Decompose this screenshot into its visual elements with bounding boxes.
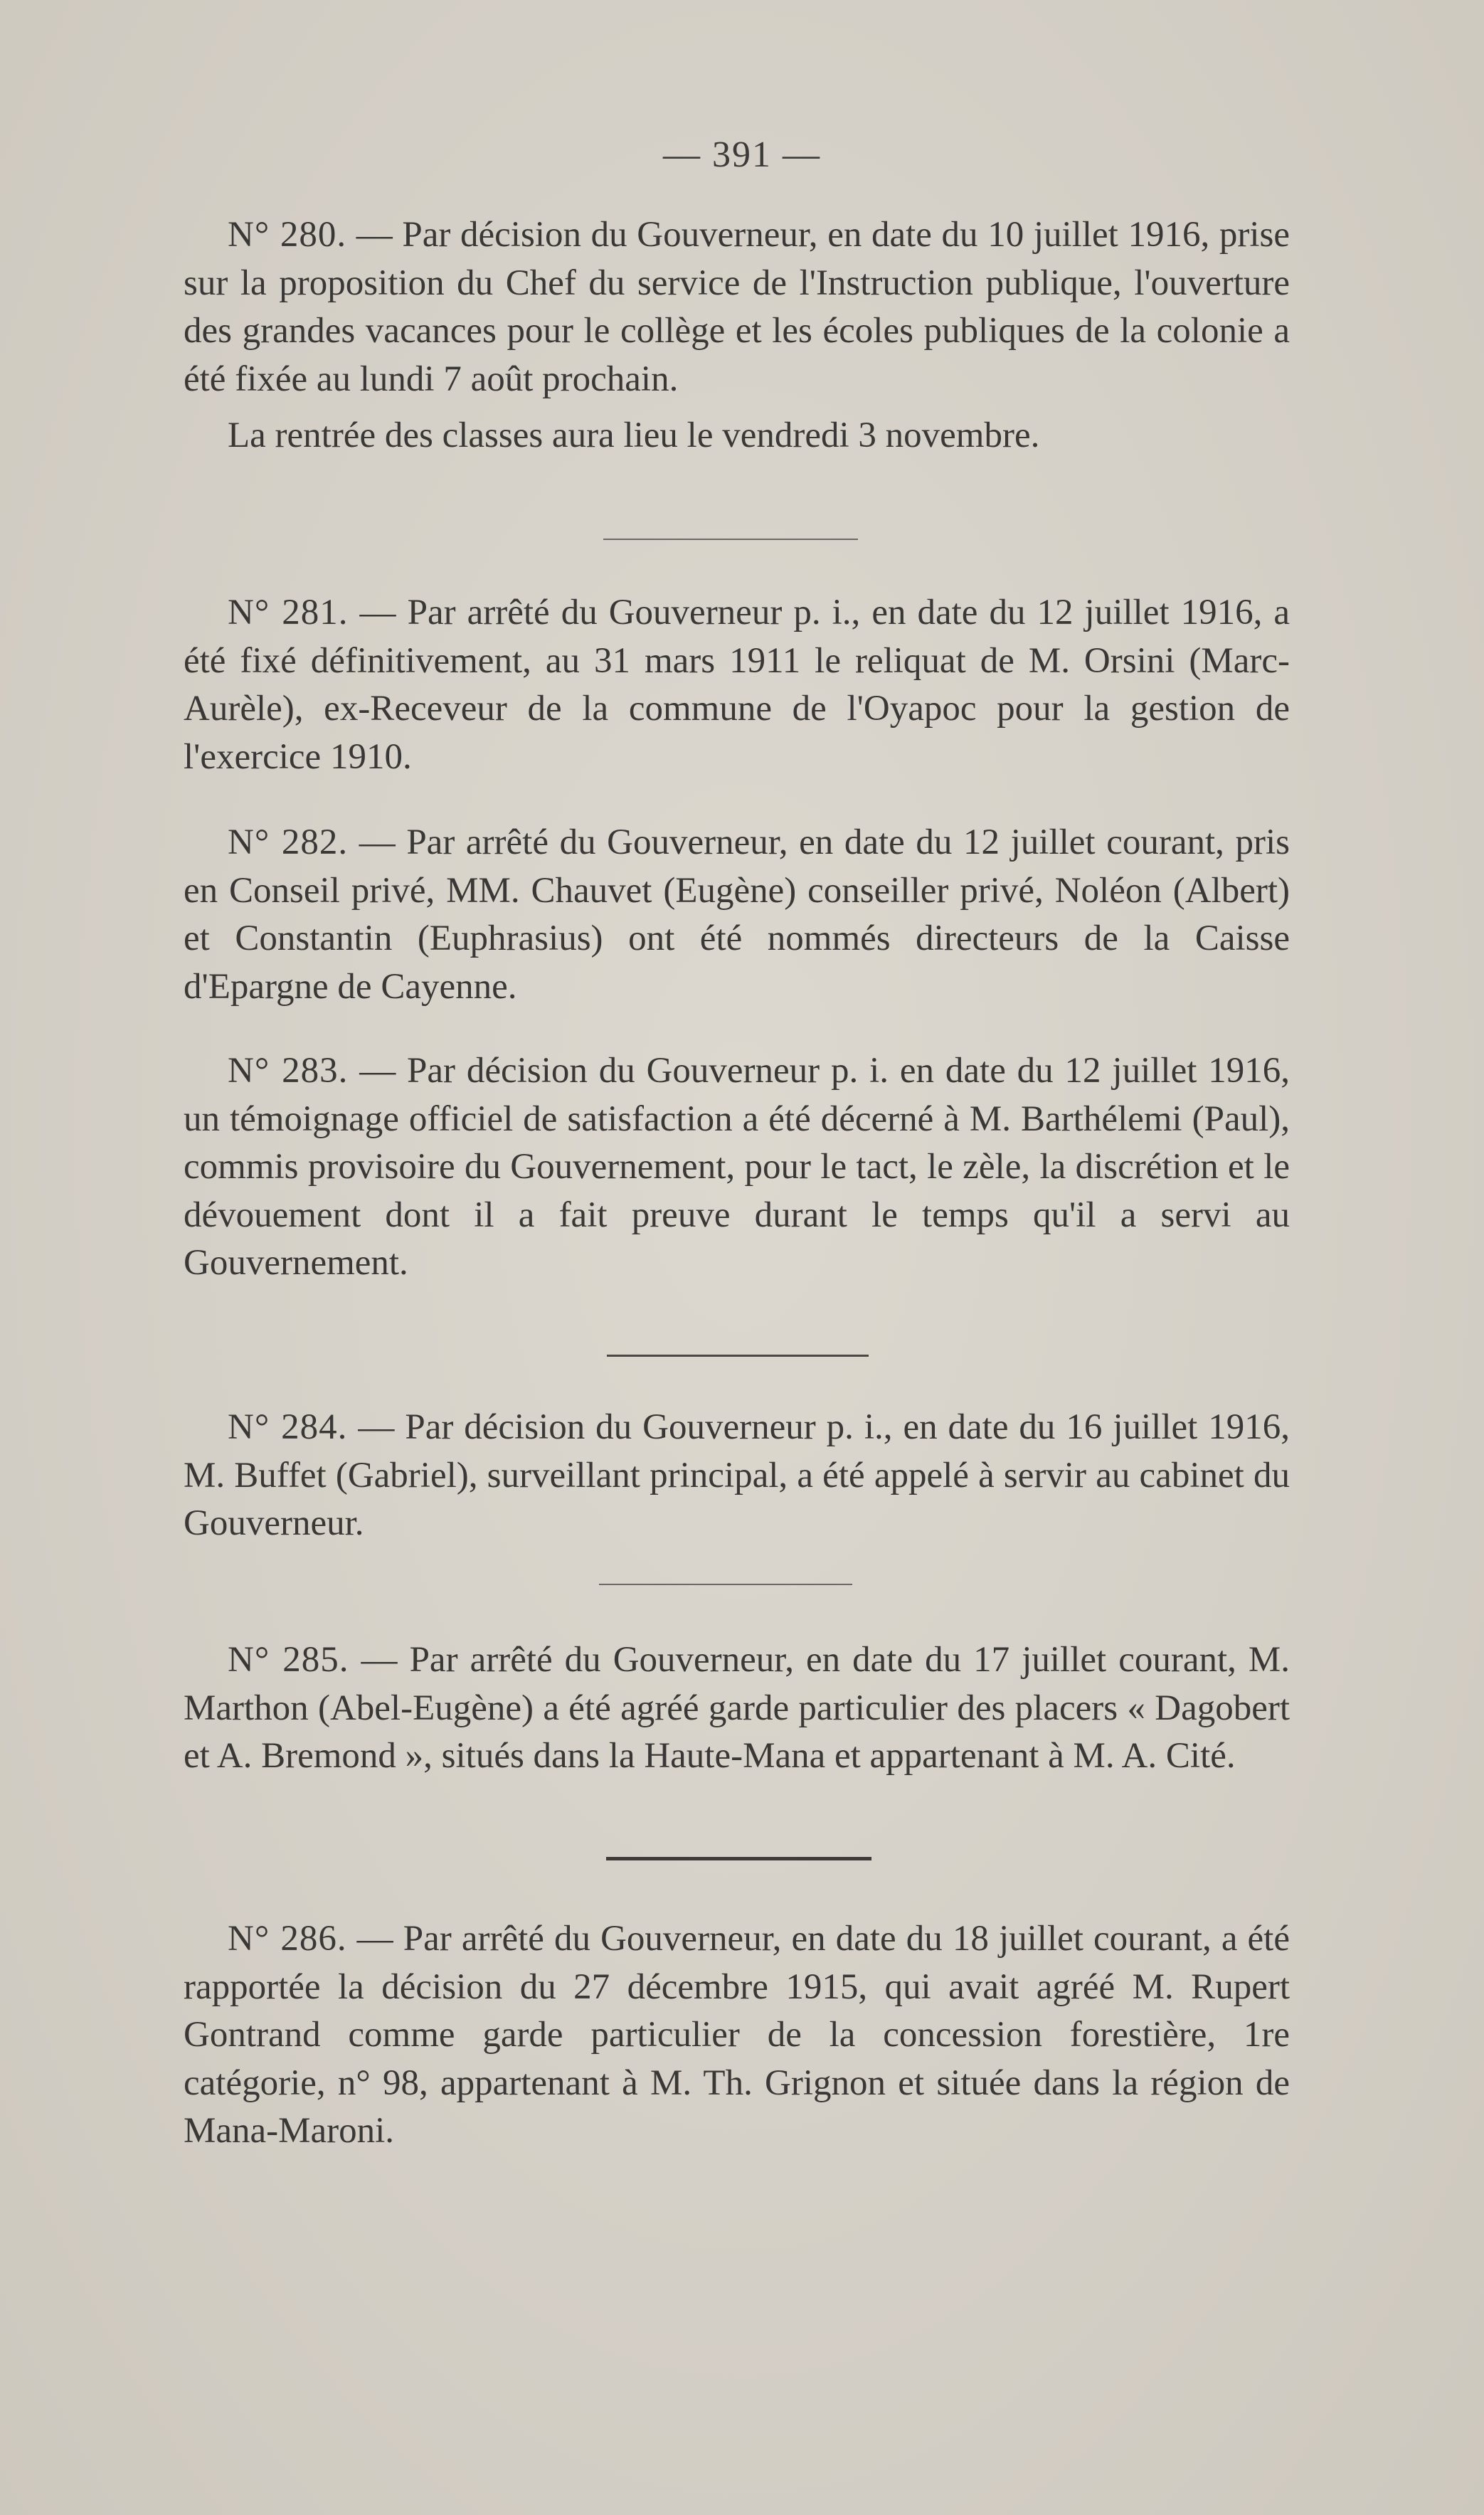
entry-paragraph xyxy=(184,589,1290,781)
entry-text: — Par arrêté du Gouverneur p. i., en date du 12 juillet 1916, a été fixé définitivement, au 31 mars 1911 le reliquat de M. Orsini (Marc-Aurèle), ex-Receveur de la commune de l'Oyapoc pour la gestion de l'exercice 1910. xyxy=(184,593,1290,777)
entry-text: — Par décision du Gouverneur p. i., en date du 16 juillet 1916, M. Buffet (Gabriel), surveillant principal, a été appelé à servir au cabinet du Gouverneur. xyxy=(184,1407,1290,1543)
entry-number: N° 284. xyxy=(228,1407,348,1447)
entry-number: N° 282. xyxy=(228,822,349,862)
entry-paragraph xyxy=(184,211,1290,403)
entry-paragraph xyxy=(184,1915,1290,2156)
entry-number: N° 286. xyxy=(228,1919,347,1959)
entry-284 xyxy=(184,1404,1290,1548)
entry-paragraph-second: La rentrée des classes aura lieu le vendredi 3 novembre. xyxy=(228,415,1040,455)
entry-280 xyxy=(184,211,1290,460)
entry-paragraph xyxy=(184,1636,1290,1781)
entry-paragraph xyxy=(184,1047,1290,1288)
entry-text: — Par décision du Gouverneur, en date du 10 juillet 1916, prise sur la proposition du Chef du service de l'Instruction publique, l'ouverture des grandes vacances pour le collège et les écoles publiques de la colonie a été fixée au lundi 7 août prochain. xyxy=(184,215,1290,399)
page-number: — 391 — xyxy=(663,134,821,175)
entry-285 xyxy=(184,1636,1290,1781)
entry-282 xyxy=(184,819,1290,1011)
separator-rule xyxy=(606,1857,871,1860)
entry-281 xyxy=(184,589,1290,781)
entry-number: N° 280. xyxy=(228,215,347,255)
entry-text: — Par arrêté du Gouverneur, en date du 18 juillet courant, a été rapportée la décision du 27 décembre 1915, qui avait agréé M. Rupert Gontrand comme garde particulier de la concession forestière, 1re catégorie, n° 98, appartenant à M. Th. Grignon et située dans la région de Mana-Maroni. xyxy=(184,1919,1290,2151)
entry-number: N° 283. xyxy=(228,1051,349,1091)
entry-paragraph xyxy=(184,1404,1290,1548)
entry-286 xyxy=(184,1915,1290,2156)
entry-text: — Par arrêté du Gouverneur, en date du 17 juillet courant, M. Marthon (Abel-Eugène) a été agréé garde particulier des placers « Dagobert et A. Bremond », situés dans la Haute-Mana et appartenant à M. A. Cité. xyxy=(184,1640,1290,1776)
entry-number: N° 285. xyxy=(228,1640,349,1680)
entry-text: — Par arrêté du Gouverneur, en date du 12 juillet courant, pris en Conseil privé, MM. Chauvet (Eugène) conseiller privé, Noléon (Albert) et Constantin (Euphrasius) ont été nommés directeurs de la Caisse d'Epargne de Cayenne. xyxy=(184,822,1290,1007)
separator-rule xyxy=(603,539,858,540)
entry-number: N° 281. xyxy=(228,593,349,632)
separator-rule xyxy=(607,1355,869,1357)
entry-text: — Par décision du Gouverneur p. i. en date du 12 juillet 1916, un témoignage officiel de satisfaction a été décerné à M. Barthélemi (Paul), commis provisoire du Gouvernement, pour le tact, le zèle, la discrétion et le dévouement dont il a fait preuve durant le temps qu'il a servi au Gouvernement. xyxy=(184,1051,1290,1283)
separator-rule xyxy=(599,1584,852,1585)
entry-paragraph xyxy=(184,819,1290,1011)
entry-283 xyxy=(184,1047,1290,1288)
